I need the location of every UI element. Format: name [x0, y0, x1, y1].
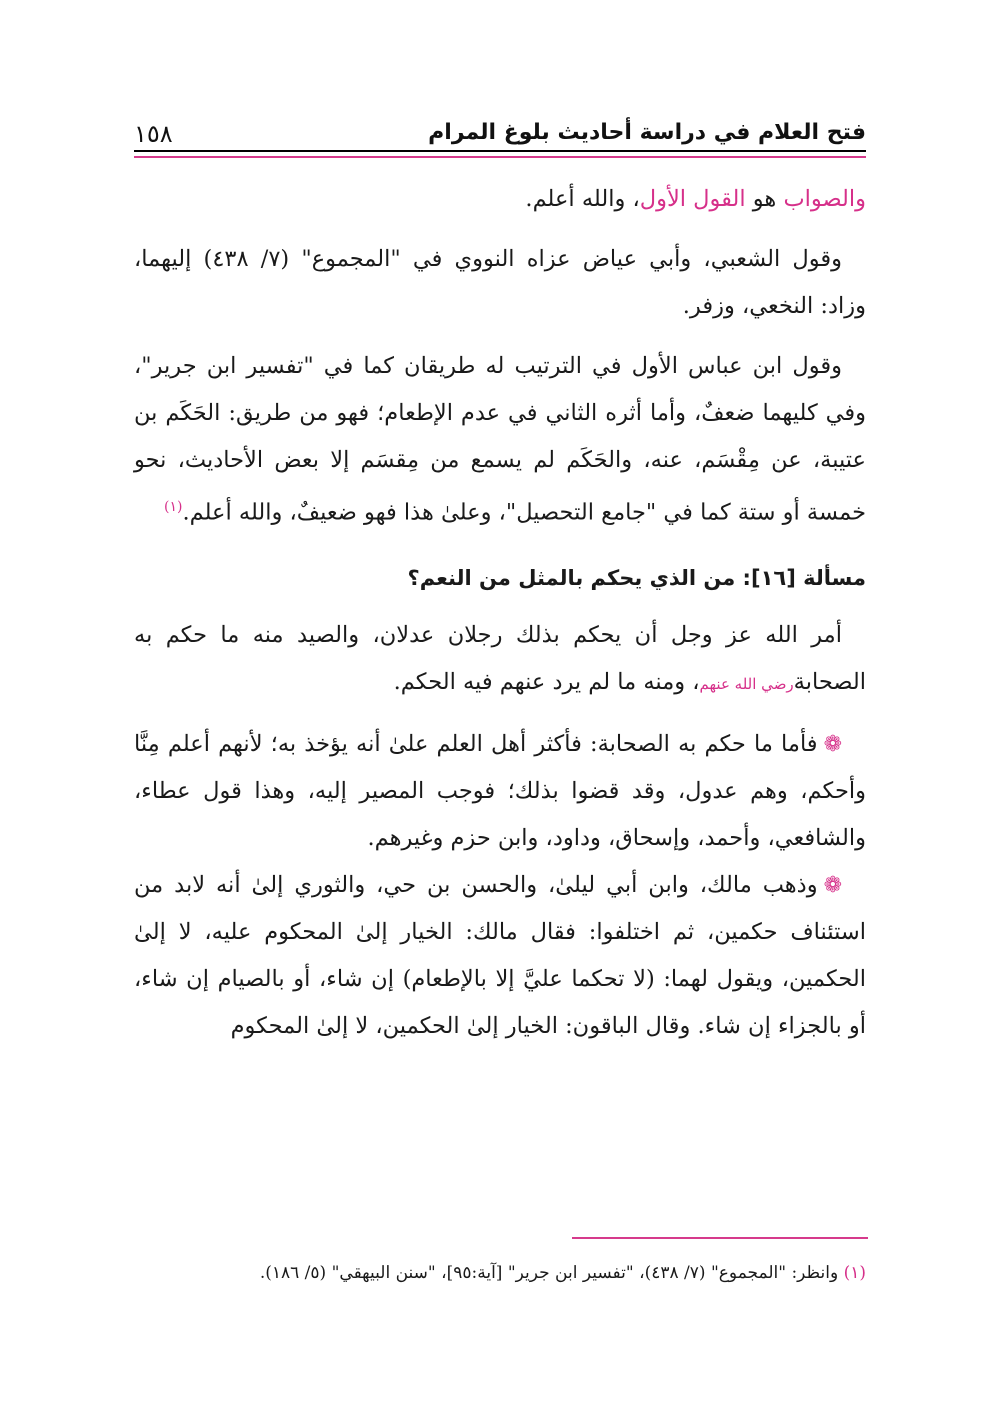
paragraph-text: وقول ابن عباس الأول في الترتيب له طريقان كما في "تفسير ابن جرير"، وفي كليهما ضعفٌ، وأما أثره الثاني في عدم الإطعام؛ فهو من طريق: الحَكَم بن عتيبة، عن مِقْسَم، عنه، والحَكَم لم يسمع من مِقسَم إلا بعض الأحاديث، نحو خمسة أو ستة كما في "جامع التحصيل"، وعلىٰ هذا فهو ضعيفٌ، والله أعلم. [134, 353, 866, 526]
paragraph-command [134, 612, 866, 708]
footnote-text: وانظر: "المجموع" (٧/ ٤٣٨)، "تفسير ابن جرير" [آية:٩٥]، "سنن البيهقي" (٥/ ١٨٦). [259, 1263, 844, 1283]
header-rule-black [134, 150, 866, 152]
conclusion-line [134, 176, 866, 223]
paragraph-text: أمر الله عز وجل أن يحكم بذلك رجلان عدلان، والصيد منه ما حكم به الصحابة [134, 621, 866, 695]
section-heading: مسألة [١٦]: من الذي يحكم بالمثل من النعم؟ [407, 565, 866, 590]
bullet-paragraph-2 [134, 862, 866, 1050]
highlight-sawab: والصواب [783, 186, 866, 212]
text-segment: هو [745, 186, 784, 212]
footnote-number: (١) [843, 1263, 866, 1283]
footnote-separator [572, 1237, 868, 1239]
paragraph-text: ، ومنه ما لم يرد عنهم فيه الحكم. [393, 668, 700, 695]
highlight-first-opinion: القول الأول [639, 186, 746, 212]
page-number: ١٥٨ [134, 120, 173, 148]
book-title: فتح العلام في دراسة أحاديث بلوغ المرام [428, 120, 866, 145]
running-header [134, 112, 866, 152]
header-rule-pink [134, 156, 866, 158]
paragraph-ibn-abbas [134, 343, 866, 537]
bullet-text: فأما ما حكم به الصحابة: فأكثر أهل العلم علىٰ أنه يؤخذ به؛ لأنهم أعلم مِنَّا وأحكم، وهم عدول، وقد قضوا بذلك؛ فوجب المصير إليه، وهذا قول عطاء، والشافعي، وأحمد، وإسحاق، وداود، وابن حزم وغيرهم. [134, 730, 866, 851]
bullet-text: وذهب مالك، وابن أبي ليلىٰ، والحسن بن حي، والثوري إلىٰ أنه لابد من استئناف حكمين، ثم اختلفوا: فقال مالك: الخيار إلىٰ المحكوم عليه، لا إلىٰ الحكمين، ويقول لهما: (لا تحكما عليَّ إلا بالإطعام) إن شاء، أو بالصيام إن شاء، أو بالجزاء إن شاء. وقال الباقون: الخيار إلىٰ الحكمين، لا إلىٰ المحكوم [134, 871, 866, 1039]
footnote [134, 1258, 866, 1288]
flower-bullet-icon: ❁ [823, 731, 842, 757]
paragraph-shabi: وقول الشعبي، وأبي عياض عزاه النووي في "المجموع" (٧/ ٤٣٨) إليهما، وزاد: النخعي، وزفر. [134, 246, 866, 319]
honorific-glyph: رضي الله عنهم [699, 674, 794, 693]
flower-bullet-icon: ❁ [823, 872, 842, 898]
text-segment: ، والله أعلم. [525, 186, 640, 212]
bullet-paragraph-1 [134, 721, 866, 862]
footnote-ref[interactable]: (١) [164, 499, 183, 515]
main-text [134, 176, 866, 1050]
